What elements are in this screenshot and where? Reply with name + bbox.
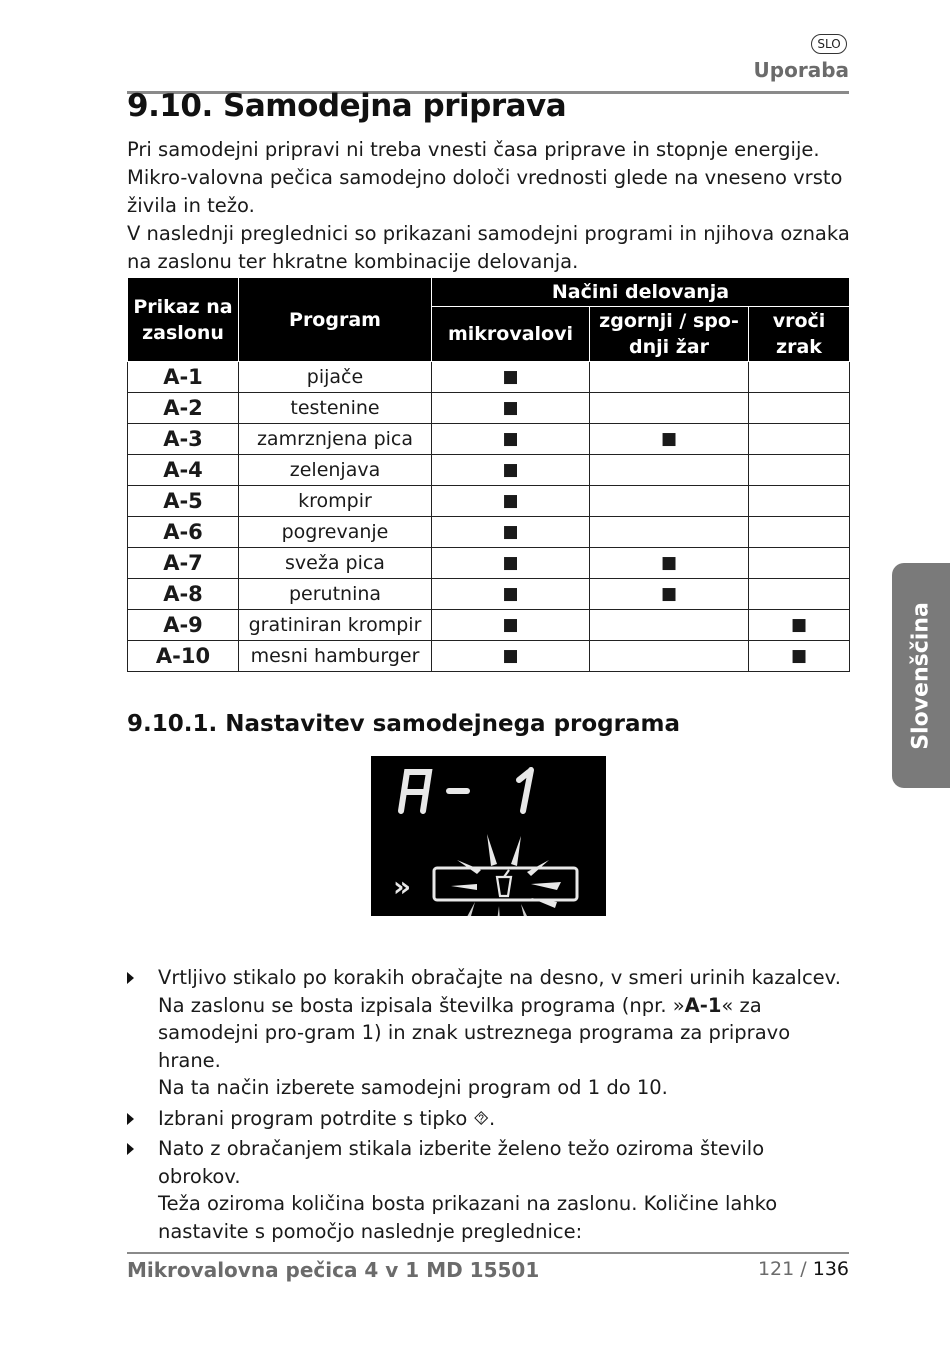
step-3-text: Nato z obračanjem stikala izberite želeno težo oziroma število obrokov. — [158, 1137, 765, 1188]
header-program: Program — [239, 278, 432, 362]
grill-mark-cell: ■ — [590, 548, 749, 579]
microwave-mark-cell: ■ — [432, 610, 590, 641]
hot-air-mark-cell — [749, 455, 850, 486]
display-code-cell: A-5 — [128, 486, 239, 517]
intro-paragraph-1: Pri samodejni pripravi ni treba vnesti časa priprave in stopnje energije. Mikro-valovna pečica samodejno določi vrednosti glede na vneseno vrsto živila in težo. — [127, 138, 843, 217]
program-name-cell: mesni hamburger — [239, 641, 432, 672]
table-row — [128, 486, 850, 517]
language-badge: SLO — [811, 34, 847, 54]
program-name-cell: sveža pica — [239, 548, 432, 579]
footer-page-number — [758, 1258, 849, 1280]
instruction-step-1 — [127, 964, 852, 1102]
step-1-continuation: Na ta način izberete samodejni program od 1 do 10. — [158, 1076, 668, 1099]
table-row — [128, 424, 850, 455]
program-name-cell: krompir — [239, 486, 432, 517]
instruction-list — [127, 964, 852, 1248]
bullet-arrow-icon — [127, 1143, 134, 1155]
table-row — [128, 548, 850, 579]
step-1-code: A-1 — [684, 993, 722, 1017]
program-name-cell: perutnina — [239, 579, 432, 610]
program-name-cell: zelenjava — [239, 455, 432, 486]
display-code-cell: A-10 — [128, 641, 239, 672]
header-microwave: mikrovalovi — [432, 307, 590, 362]
hot-air-mark-cell — [749, 486, 850, 517]
table-row — [128, 610, 850, 641]
side-tab-label: Slovenščina — [908, 601, 934, 750]
program-name-cell: pijače — [239, 362, 432, 393]
table-row — [128, 641, 850, 672]
grill-mark-cell — [590, 610, 749, 641]
microwave-mark-cell: ■ — [432, 579, 590, 610]
footer-page: 121 / — [757, 1258, 807, 1280]
footer-product: Mikrovalovna pečica 4 v 1 MD 15501 — [127, 1258, 540, 1282]
microwave-mark-cell: ■ — [432, 641, 590, 672]
hot-air-mark-cell — [749, 579, 850, 610]
display-code-cell: A-4 — [128, 455, 239, 486]
table-row — [128, 517, 850, 548]
table-row — [128, 393, 850, 424]
microwave-mark-cell: ■ — [432, 517, 590, 548]
oven-display-panel — [371, 756, 606, 916]
step-1-text-post: « za samodejni pro-gram 1) in znak ustreznega programa za pripravo hrane. — [158, 993, 791, 1072]
grill-mark-cell — [590, 641, 749, 672]
hot-air-mark-cell — [749, 393, 850, 424]
hot-air-mark-cell — [749, 548, 850, 579]
chevron-right-icon: » — [393, 870, 412, 903]
display-code-cell: A-1 — [128, 362, 239, 393]
program-name-cell: testenine — [239, 393, 432, 424]
display-code-cell: A-2 — [128, 393, 239, 424]
header-display: Prikaz na zaslonu — [128, 278, 239, 362]
instruction-step-3 — [127, 1135, 852, 1245]
grill-mark-cell — [590, 393, 749, 424]
section-label: Uporaba — [753, 58, 849, 82]
grill-mark-cell — [590, 455, 749, 486]
bullet-arrow-icon — [127, 1113, 134, 1125]
header-hot-air: vroči zrak — [749, 307, 850, 362]
hot-air-mark-cell — [749, 424, 850, 455]
program-name-cell: gratiniran krompir — [239, 610, 432, 641]
page-title: 9.10. Samodejna priprava — [127, 88, 567, 124]
instruction-step-2 — [127, 1105, 852, 1133]
program-name-cell: pogrevanje — [239, 517, 432, 548]
display-code-cell: A-9 — [128, 610, 239, 641]
header-grill: zgornji / spo-dnji žar — [590, 307, 749, 362]
program-name-cell: zamrznjena pica — [239, 424, 432, 455]
hot-air-mark-cell: ■ — [749, 610, 850, 641]
microwave-mark-cell: ■ — [432, 455, 590, 486]
step-2-text: Izbrani program potrdite s tipko ⯑. — [158, 1106, 496, 1130]
display-code-cell: A-6 — [128, 517, 239, 548]
display-code-cell: A-7 — [128, 548, 239, 579]
header-modes: Načini delovanja — [432, 278, 850, 307]
hot-air-mark-cell — [749, 517, 850, 548]
table-row — [128, 455, 850, 486]
microwave-mark-cell: ■ — [432, 424, 590, 455]
grill-mark-cell — [590, 486, 749, 517]
subsection-title: 9.10.1. Nastavitev samodejnega programa — [127, 711, 680, 737]
intro-paragraph-2: V naslednji preglednici so prikazani samodejni programi in njihova oznaka na zaslonu ter hkratne kombinacije delovanja. — [127, 222, 850, 273]
microwave-mark-cell: ■ — [432, 548, 590, 579]
step-3-continuation: Teža oziroma količina bosta prikazani na zaslonu. Količine lahko nastavite s pomočjo naslednje preglednice: — [158, 1192, 778, 1243]
hot-air-mark-cell: ■ — [749, 641, 850, 672]
hot-air-mark-cell — [749, 362, 850, 393]
grill-mark-cell — [590, 517, 749, 548]
language-side-tab — [892, 563, 950, 788]
grill-mark-cell: ■ — [590, 424, 749, 455]
display-code-cell: A-8 — [128, 579, 239, 610]
microwave-mark-cell: ■ — [432, 486, 590, 517]
grill-mark-cell: ■ — [590, 579, 749, 610]
program-table — [127, 278, 850, 672]
footer-total-pages: 136 — [812, 1258, 849, 1280]
grill-mark-cell — [590, 362, 749, 393]
microwave-mark-cell: ■ — [432, 362, 590, 393]
step-1-text-pre: Vrtljivo stikalo po korakih obračajte na desno, v smeri urinih kazalcev. Na zaslonu se bosta izpisala številka programa (npr. » — [158, 966, 841, 1017]
bottom-divider — [127, 1252, 849, 1254]
intro-text — [127, 136, 852, 276]
table-row — [128, 362, 850, 393]
microwave-mark-cell: ■ — [432, 393, 590, 424]
table-row — [128, 579, 850, 610]
bullet-arrow-icon — [127, 972, 134, 984]
display-code-cell: A-3 — [128, 424, 239, 455]
